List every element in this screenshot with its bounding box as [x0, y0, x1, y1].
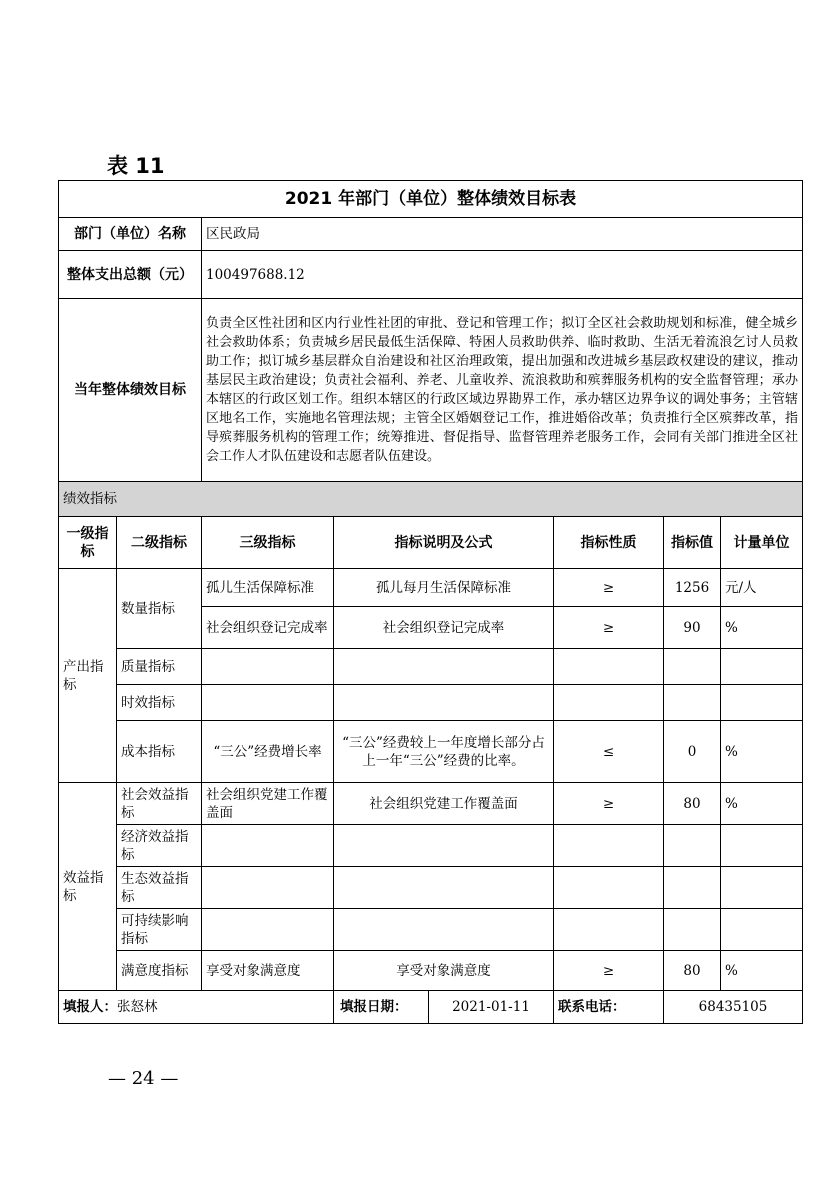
desc-cell: [334, 685, 554, 721]
nature-cell: [554, 867, 664, 909]
spending-label: 整体支出总额（元）: [59, 251, 202, 299]
nature-cell: ≥: [554, 783, 664, 825]
l2-cell: 生态效益指标: [117, 867, 202, 909]
unit-cell: [721, 825, 803, 867]
table-row: [59, 909, 803, 951]
dept-label: 部门（单位）名称: [59, 218, 202, 251]
phone-value: 68435105: [664, 991, 803, 1024]
value-cell: [664, 685, 721, 721]
nature-cell: ≥: [554, 607, 664, 649]
unit-cell: [721, 867, 803, 909]
l3-cell: [202, 825, 334, 867]
nature-cell: [554, 685, 664, 721]
l3-cell: 社会组织登记完成率: [202, 607, 334, 649]
table-row: [59, 685, 803, 721]
nature-cell: [554, 909, 664, 951]
date-cell: [334, 991, 554, 1024]
unit-cell: %: [721, 951, 803, 991]
unit-cell: %: [721, 783, 803, 825]
table-row: [59, 867, 803, 909]
desc-cell: [334, 867, 554, 909]
nature-cell: ≥: [554, 951, 664, 991]
desc-cell: 孤儿每月生活保障标准: [334, 569, 554, 607]
unit-cell: [721, 685, 803, 721]
goal-text: 负责全区性社团和区内行业性社团的审批、登记和管理工作；拟订全区社会救助规划和标准，健全城乡社会救助体系；负责城乡居民最低生活保障、特困人员救助供养、临时救助、生活无着流浪乞讨人员救助工作；拟订城乡基层群众自治建设和社区治理政策，提出加强和改进城乡基层政权建设的建议，推动基层民主政治建设；负责社会福利、养老、儿童收养、流浪救助和殡葬服务机构的安全监督管理；承办本辖区的行政区划工作。组织本辖区的行政区域边界勘界工作，承办辖区边界争议的调处事务；主管辖区地名工作，实施地名管理法规；主管全区婚姻登记工作，推进婚俗改革；负责推行全区殡葬改革，指导殡葬服务机构的管理工作；统筹推进、督促指导、监督管理养老服务工作，会同有关部门推进全区社会工作人才队伍建设和志愿者队伍建设。: [202, 299, 803, 482]
desc-cell: [334, 649, 554, 685]
table-row: [59, 721, 803, 783]
desc-cell: 享受对象满意度: [334, 951, 554, 991]
footer-row: [59, 991, 803, 1024]
l3-cell: [202, 649, 334, 685]
nature-cell: [554, 825, 664, 867]
l2-cell: 数量指标: [117, 569, 202, 649]
header-level1: 一级指标: [59, 517, 117, 569]
section-label: 绩效指标: [59, 482, 803, 517]
value-cell: 80: [664, 951, 721, 991]
l2-cell: 社会效益指标: [117, 783, 202, 825]
l2-cell: 可持续影响指标: [117, 909, 202, 951]
table-row: [59, 569, 803, 607]
value-cell: 90: [664, 607, 721, 649]
nature-cell: [554, 649, 664, 685]
table-row: [59, 783, 803, 825]
header-value: 指标值: [664, 517, 721, 569]
filler-name: 张怒林: [117, 999, 158, 1015]
header-unit: 计量单位: [721, 517, 803, 569]
value-cell: 80: [664, 783, 721, 825]
unit-cell: [721, 909, 803, 951]
l3-cell: [202, 685, 334, 721]
value-cell: [664, 825, 721, 867]
l3-cell: [202, 909, 334, 951]
page-number: — 24 —: [108, 1068, 179, 1089]
date-label: 填报日期：: [334, 991, 429, 1023]
header-level2: 二级指标: [117, 517, 202, 569]
group-label-benefit: 效益指标: [59, 783, 117, 991]
desc-cell: [334, 825, 554, 867]
goal-label: 当年整体绩效目标: [59, 299, 202, 482]
filler-label: 填报人：: [63, 999, 117, 1015]
table-row: [59, 649, 803, 685]
spending-value: 100497688.12: [202, 251, 803, 299]
desc-cell: [334, 909, 554, 951]
table-row: [59, 825, 803, 867]
nature-cell: ≥: [554, 569, 664, 607]
header-desc: 指标说明及公式: [334, 517, 554, 569]
l3-cell: 孤儿生活保障标准: [202, 569, 334, 607]
desc-cell: 社会组织登记完成率: [334, 607, 554, 649]
dept-value: 区民政局: [202, 218, 803, 251]
phone-label: 联系电话：: [554, 991, 664, 1024]
header-level3: 三级指标: [202, 517, 334, 569]
header-nature: 指标性质: [554, 517, 664, 569]
group-label-output: 产出指标: [59, 569, 117, 783]
value-cell: [664, 649, 721, 685]
table-title: 2021 年部门（单位）整体绩效目标表: [59, 181, 803, 218]
l3-cell: 社会组织党建工作覆盖面: [202, 783, 334, 825]
unit-cell: [721, 649, 803, 685]
value-cell: 1256: [664, 569, 721, 607]
l2-cell: 质量指标: [117, 649, 202, 685]
l3-cell: 享受对象满意度: [202, 951, 334, 991]
unit-cell: 元/人: [721, 569, 803, 607]
l3-cell: “三公”经费增长率: [202, 721, 334, 783]
unit-cell: %: [721, 721, 803, 783]
value-cell: [664, 867, 721, 909]
value-cell: 0: [664, 721, 721, 783]
filler-cell: [59, 991, 334, 1024]
unit-cell: %: [721, 607, 803, 649]
l2-cell: 满意度指标: [117, 951, 202, 991]
nature-cell: ≤: [554, 721, 664, 783]
performance-target-table: [58, 180, 803, 1024]
value-cell: [664, 909, 721, 951]
l2-cell: 经济效益指标: [117, 825, 202, 867]
table-number-label: 表 11: [107, 154, 165, 178]
l3-cell: [202, 867, 334, 909]
date-value: 2021-01-11: [452, 999, 530, 1015]
l2-cell: 成本指标: [117, 721, 202, 783]
desc-cell: “三公”经费较上一年度增长部分占上一年“三公”经费的比率。: [334, 721, 554, 783]
l2-cell: 时效指标: [117, 685, 202, 721]
desc-cell: 社会组织党建工作覆盖面: [334, 783, 554, 825]
table-row: [59, 951, 803, 991]
